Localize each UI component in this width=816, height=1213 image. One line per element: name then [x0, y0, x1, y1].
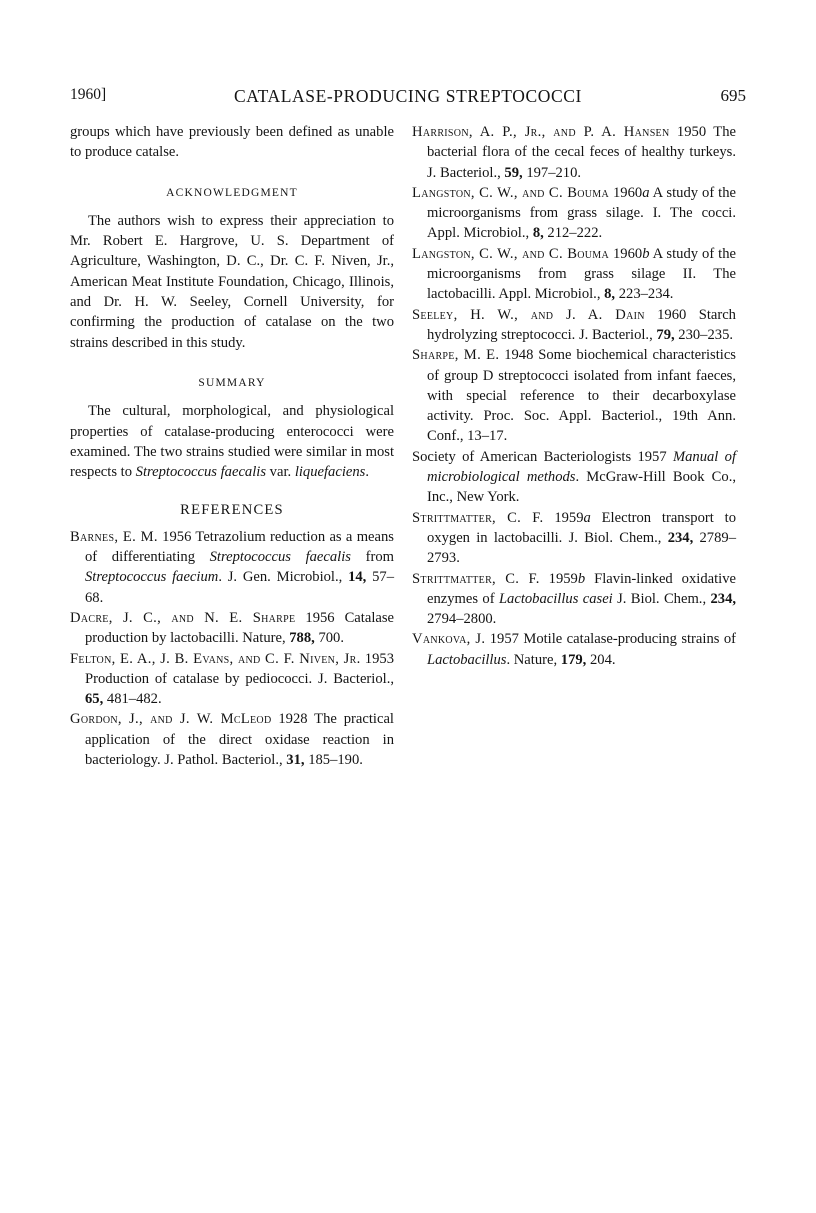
- acknowledgment-paragraph: The authors wish to express their appreciation to Mr. Robert E. Hargrove, U. S. Department of Agriculture, Washington, D. C., Dr. C. F. Niven, Jr., American Meat Institute Foundation, Chicago, Illinois, and Dr. H. W. Seeley, Cornell University, for confirming the production of catalase on the two strains described in this study.: [70, 212, 394, 351]
- reference-volume: 65,: [85, 691, 104, 708]
- reference-item: [412, 122, 736, 183]
- summary-species: Streptococcus faecalis: [135, 464, 267, 481]
- reference-text: A study of the microorganisms from grass silage II. The lactobacilli. Appl. Microbiol.,: [427, 245, 737, 303]
- reference-item: [412, 305, 736, 346]
- reference-item: [412, 244, 736, 305]
- reference-text: 1953 Production of catalase by pediococci. J. Bacteriol.,: [85, 650, 394, 687]
- reference-authors: Sharpe, M. E.: [412, 347, 500, 364]
- reference-volume: 234,: [667, 529, 694, 546]
- reference-year-suffix: b: [577, 570, 586, 587]
- reference-pages: 204.: [586, 651, 616, 668]
- reference-text: 1960: [609, 245, 643, 262]
- reference-authors: Seeley, H. W., and J. A. Dain: [412, 306, 645, 323]
- reference-pages: 223–234.: [615, 286, 674, 303]
- reference-text: 1956 Catalase production by lactobacilli. Nature,: [85, 609, 395, 647]
- reference-authors: Harrison, A. P., Jr., and P. A. Hansen: [412, 124, 670, 140]
- reference-volume: 79,: [656, 326, 675, 343]
- intro-paragraph: groups which have previously been defined as unable to produce catalse.: [70, 124, 394, 161]
- reference-volume: 788,: [289, 630, 315, 647]
- reference-item: [412, 629, 736, 670]
- reference-italic: Streptococcus faecalis: [209, 549, 351, 566]
- summary-text: The cultural, morphological, and physiological properties of catalase-producing enterococci were examined. The two strains studied were similar in most respects to: [70, 403, 394, 481]
- reference-text: 1956 Tetrazolium reduction as a means of differentiating: [85, 528, 394, 566]
- reference-text: 1960: [609, 184, 643, 201]
- reference-text: 1957 Motile catalase-producing strains of: [485, 631, 737, 648]
- reference-volume: 179,: [560, 651, 587, 668]
- reference-item: [412, 569, 736, 630]
- reference-text: . J. Gen. Microbiol.,: [218, 569, 349, 586]
- reference-item: [412, 345, 736, 446]
- reference-year-suffix: a: [583, 509, 591, 526]
- reference-pages: 185–190.: [304, 752, 363, 769]
- reference-authors: Dacre, J. C., and N. E. Sharpe: [70, 609, 296, 626]
- reference-pages: 197–210.: [522, 164, 582, 181]
- reference-italic: Lactobacillus casei: [498, 590, 613, 607]
- reference-text: 1959: [543, 509, 584, 526]
- reference-year-suffix: a: [642, 184, 650, 201]
- left-column: [70, 122, 394, 770]
- reference-italic: Manual of microbiological methods: [427, 448, 737, 486]
- reference-item: [70, 527, 394, 608]
- reference-pages: 230–235.: [674, 326, 734, 343]
- reference-item: [412, 508, 736, 569]
- reference-text: 1959: [539, 570, 578, 587]
- summary-end: .: [365, 464, 369, 481]
- reference-authors: Society of American Bacteriologists: [412, 448, 632, 465]
- summary-text-var: var.: [266, 464, 295, 481]
- page-number: 695: [720, 86, 746, 105]
- right-column: [412, 122, 736, 670]
- reference-text: 1948 Some biochemical characteristics of group D streptococci isolated from infant faeces, with special reference to their decarboxylase activity. Proc. Soc. Appl. Bacteriol., 19th Ann. Conf., 13–17.: [427, 347, 736, 445]
- summary-paragraph: [70, 401, 394, 482]
- reference-authors: Gordon, J., and J. W. McLeod: [70, 711, 272, 728]
- reference-text: 1950 The bacterial flora of the cecal feces of healthy turkeys. J. Bacteriol.,: [427, 124, 736, 181]
- reference-text: J. Biol. Chem.,: [612, 590, 711, 607]
- reference-item: [70, 709, 394, 770]
- reference-italic: Lactobacillus: [427, 651, 507, 668]
- reference-text: Electron transport to oxygen in lactobacilli. J. Biol. Chem.,: [427, 509, 736, 546]
- reference-pages: 2789–2793.: [427, 529, 736, 567]
- reference-text: 1957: [631, 448, 673, 465]
- reference-pages: 700.: [314, 630, 344, 647]
- reference-authors: Langston, C. W., and C. Bouma: [412, 184, 610, 201]
- reference-italic: Streptococcus faecium: [85, 569, 219, 586]
- references-heading: REFERENCES: [180, 502, 284, 519]
- reference-item: [412, 183, 736, 244]
- reference-text: . McGraw-Hill Book Co., Inc., New York.: [427, 469, 736, 506]
- reference-item: [412, 447, 736, 508]
- reference-pages: 481–482.: [103, 691, 162, 708]
- reference-volume: 31,: [286, 752, 305, 769]
- reference-authors: Strittmatter, C. F.: [412, 570, 540, 587]
- reference-authors: Langston, C. W., and C. Bouma: [412, 245, 610, 262]
- reference-text: A study of the microorganisms from grass silage. I. The cocci. Appl. Microbiol.,: [427, 184, 737, 242]
- reference-pages: 2794–2800.: [427, 611, 497, 628]
- reference-pages: 212–222.: [543, 225, 603, 242]
- reference-text: 1960 Starch hydrolyzing streptococci. J. Bacteriol.,: [427, 306, 736, 343]
- reference-item: [70, 608, 394, 649]
- reference-item: [70, 649, 394, 710]
- reference-pages: 57–68.: [85, 569, 394, 606]
- reference-text: . Nature,: [506, 651, 561, 668]
- reference-authors: Felton, E. A., J. B. Evans, and C. F. Niven, Jr.: [70, 650, 361, 667]
- acknowledgment-heading: ACKNOWLEDGMENT: [166, 186, 298, 199]
- summary-heading: SUMMARY: [198, 376, 266, 389]
- reference-authors: Vankova, J.: [412, 631, 486, 648]
- header-title: CATALASE-PRODUCING STREPTOCOCCI: [234, 86, 582, 106]
- reference-authors: Barnes, E. M.: [70, 528, 158, 545]
- reference-volume: 8,: [604, 286, 616, 303]
- reference-text: 1928 The practical application of the direct oxidase reaction in bacteriology. J. Pathol. Bacteriol.,: [85, 711, 394, 769]
- reference-text: from: [350, 549, 394, 566]
- reference-volume: 234,: [710, 590, 737, 607]
- running-header: [70, 86, 746, 110]
- reference-year-suffix: b: [642, 245, 650, 262]
- reference-volume: 59,: [504, 164, 523, 181]
- reference-volume: 8,: [532, 225, 544, 242]
- reference-volume: 14,: [348, 569, 367, 586]
- summary-variety: liquefaciens: [294, 464, 366, 481]
- reference-text: Flavin-linked oxidative enzymes of: [427, 570, 736, 607]
- header-year: 1960]: [70, 86, 107, 103]
- reference-authors: Strittmatter, C. F.: [412, 509, 544, 526]
